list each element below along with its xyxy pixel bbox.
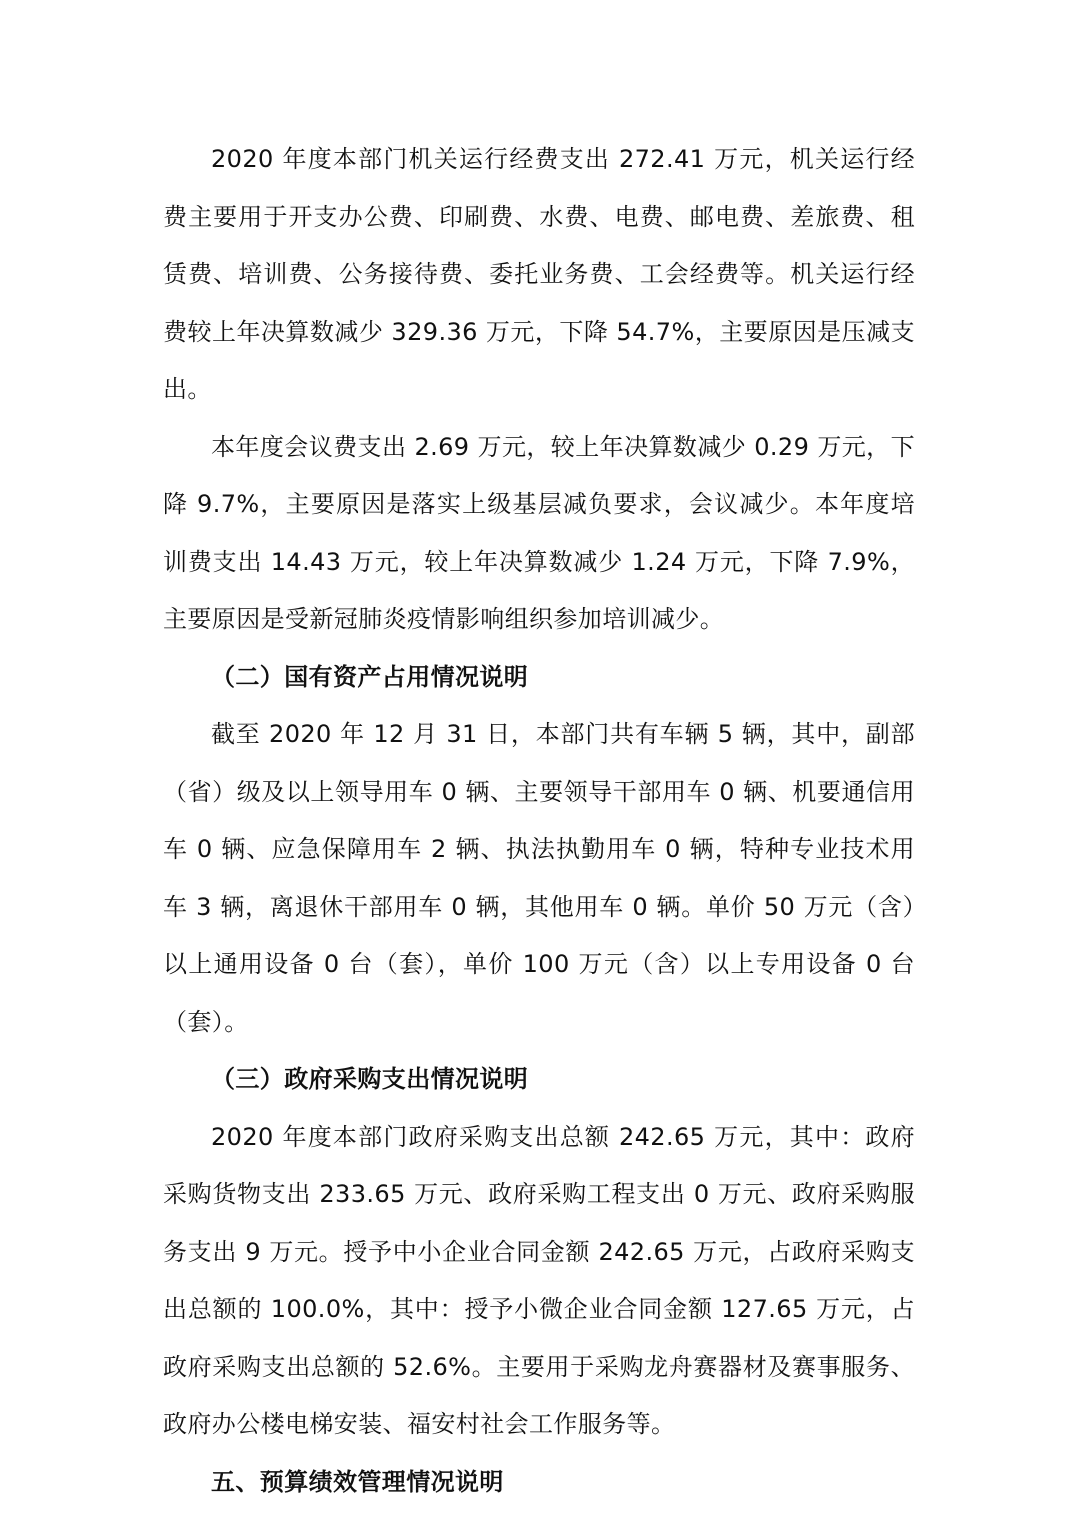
- paragraph-government-procurement: 2020 年度本部门政府采购支出总额 242.65 万元，其中：政府采购货物支出 233.65 万元、政府采购工程支出 0 万元、政府采购服务支出 9 万元。授予中小企业合同金额 242.65 万元，占政府采购支出总额的 100.0%，其中：授予小微企业合同金额 127.65 万元，占政府采购支出总额的 52.6%。主要用于采购龙舟赛器材及赛事服务、政府办公楼电梯安装、福安村社会工作服务等。: [163, 1122, 915, 1438]
- section-heading-state-assets: （二）国有资产占用情况说明: [211, 662, 529, 691]
- paragraph-state-assets: 截至 2020 年 12 月 31 日，本部门共有车辆 5 辆，其中，副部（省）级及以上领导用车 0 辆、主要领导干部用车 0 辆、机要通信用车 0 辆、应急保障用车 2 辆、执法执勤用车 0 辆，特种专业技术用车 3 辆，离退休干部用车 0 辆，其他用车 0 辆。单价 50 万元（含）以上通用设备 0 台（套），单价 100 万元（含）以上专用设备 0 台（套）。: [163, 720, 915, 1036]
- document-page: [163, 131, 915, 1511]
- chapter-heading-performance-management: 五、预算绩效管理情况说明: [211, 1467, 504, 1496]
- section-heading-government-procurement: （三）政府采购支出情况说明: [211, 1065, 529, 1093]
- paragraph-operating-expenses: 2020 年度本部门机关运行经费支出 272.41 万元，机关运行经费主要用于开支办公费、印刷费、水费、电费、邮电费、差旅费、租赁费、培训费、公务接待费、委托业务费、工会经费等。机关运行经费较上年决算数减少 329.36 万元，下降 54.7%，主要原因是压减支出。: [163, 145, 915, 403]
- paragraph-meeting-training-expenses: 本年度会议费支出 2.69 万元，较上年决算数减少 0.29 万元，下降 9.7%，主要原因是落实上级基层减负要求，会议减少。本年度培训费支出 14.43 万元，较上年决算数减少 1.24 万元，下降 7.9%，主要原因是受新冠肺炎疫情影响组织参加培训减少。: [163, 432, 915, 633]
